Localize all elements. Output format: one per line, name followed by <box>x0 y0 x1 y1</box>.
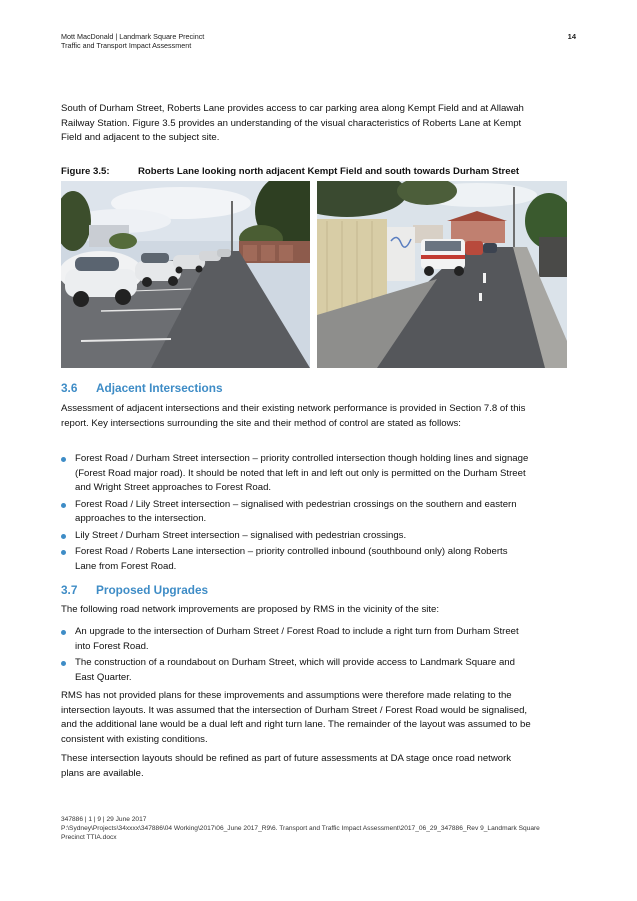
section-heading-3-6 <box>61 381 223 395</box>
photo-roberts-lane-south <box>317 181 567 368</box>
section-3-7-paragraph-2: These intersection layouts should be refined as part of future assessments at DA stage once road network plans are available. <box>61 753 512 779</box>
section-3-7-paragraph-1: RMS has not provided plans for these improvements and assumptions were therefore made relating to the intersection layouts. It was assumed that the intersection of Durham Street / Forest Road would be signalised, and the additional lane would be a dual left and right turn lane. The remainder of the layout was assumed to be consistent with existing conditions. <box>61 690 531 745</box>
section-heading-3-7 <box>61 583 208 597</box>
photo-roberts-lane-north <box>61 181 310 368</box>
bullet-icon <box>61 457 66 462</box>
footer-doc-ref: 347886 | 1 | 9 | 29 June 2017 <box>61 816 147 823</box>
list-item: An upgrade to the intersection of Durham Street / Forest Road to include a right turn from Durham Street into Forest Road. <box>61 625 531 654</box>
bullet-icon <box>61 503 66 508</box>
list-item: Forest Road / Roberts Lane intersection – priority controlled inbound (southbound only) along Roberts Lane from Forest Road. <box>61 545 531 574</box>
running-header <box>61 32 204 50</box>
figure-caption <box>61 166 571 177</box>
section-title: Adjacent Intersections <box>96 381 223 395</box>
intro-paragraph: South of Durham Street, Roberts Lane provides access to car parking area along Kempt Field and at Allawah Railway Station. Figure 3.5 provides an understanding of the visual characteristics of Roberts Lane at Kempt Field and adjacent to the subject site. <box>61 103 524 143</box>
photo-roberts-lane-south-image <box>317 181 567 368</box>
page-number: 14 <box>567 32 576 41</box>
figure-number: Figure 3.5: <box>61 166 110 177</box>
header-title: Mott MacDonald | Landmark Square Precinct <box>61 32 205 41</box>
figure-caption-text: Roberts Lane looking north adjacent Kempt Field and south towards Durham Street <box>138 166 520 177</box>
header-subtitle: Traffic and Transport Impact Assessment <box>61 41 192 50</box>
list-item: Forest Road / Lily Street intersection – signalised with pedestrian crossings on the southern and eastern approaches to the intersection. <box>61 498 531 527</box>
section-number: 3.6 <box>61 381 78 395</box>
list-item: The construction of a roundabout on Durham Street, which will provide access to Landmark Square and East Quarter. <box>61 656 531 685</box>
bullet-icon <box>61 630 66 635</box>
footer-file-path: P:\Sydney\Projects\34xxxx\347886\04 Working\2017\06_June 2017_R9\6. Transport and Traffic Impact Assessment\2017_06_29_347886_Rev 9_Landmark Square Precinct TTIA.docx <box>61 825 540 842</box>
section-3-6-intro: Assessment of adjacent intersections and their existing network performance is provided in Section 7.8 of this report. Key intersections surrounding the site and their method of control are stated as follows: <box>61 403 526 429</box>
list-item: Forest Road / Durham Street intersection – priority controlled intersection though holding lines and signage (Forest Road major road). It should be noted that left in and left out only is permitted on the Durham Street and Wright Street approaches to Forest Road. <box>61 452 531 496</box>
page-footer <box>61 815 561 843</box>
bullet-icon <box>61 534 66 539</box>
photo-roberts-lane-north-image <box>61 181 310 368</box>
bullet-icon <box>61 661 66 666</box>
intersections-list <box>61 452 531 576</box>
section-3-7-intro: The following road network improvements are proposed by RMS in the vicinity of the site: <box>61 604 440 615</box>
upgrades-list <box>61 625 531 687</box>
list-item: Lily Street / Durham Street intersection – signalised with pedestrian crossings. <box>61 529 531 544</box>
bullet-icon <box>61 550 66 555</box>
section-number: 3.7 <box>61 583 78 597</box>
section-title: Proposed Upgrades <box>96 583 209 597</box>
